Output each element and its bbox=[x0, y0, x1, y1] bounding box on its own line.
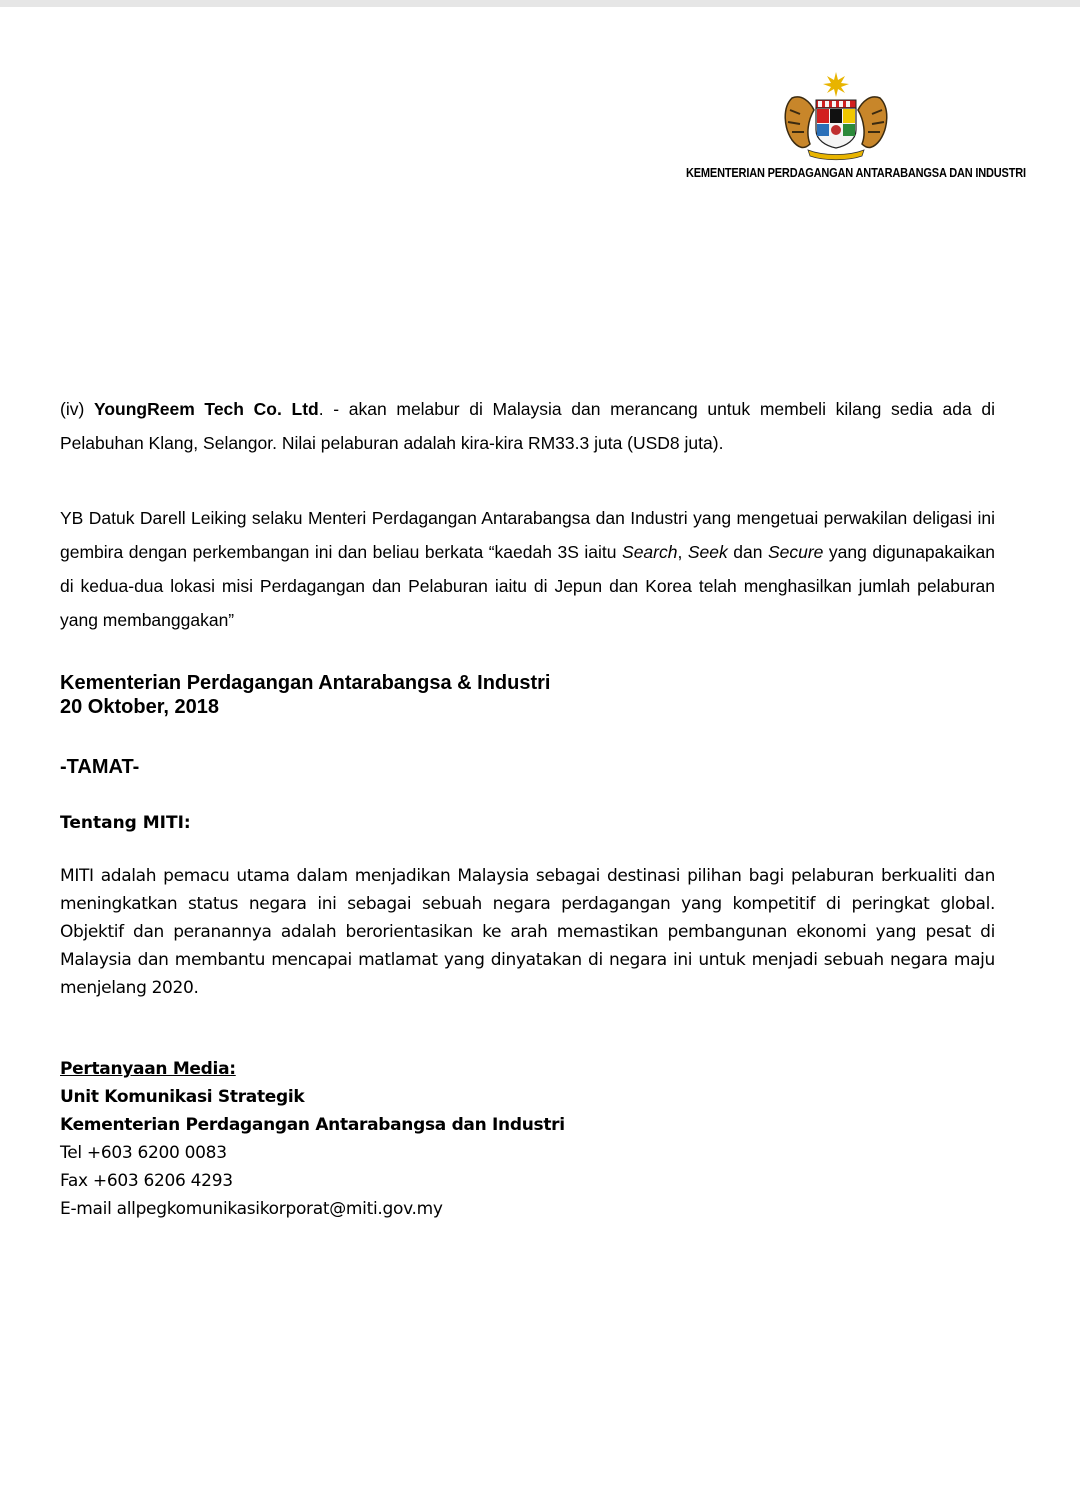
contact-block bbox=[60, 1055, 995, 1223]
malaysia-coat-of-arms-icon bbox=[778, 70, 894, 162]
paragraph-iv-text: . - akan melabur di Malaysia dan merancang untuk membeli kilang sedia ada di Pelabuhan Klang, Selangor. Nilai pelaburan adalah kira-kira RM33.3 juta (USD8 juta). bbox=[60, 399, 996, 453]
contact-fax: Fax +603 6206 4293 bbox=[60, 1171, 233, 1191]
contact-tel: Tel +603 6200 0083 bbox=[60, 1143, 227, 1163]
contact-ministry: Kementerian Perdagangan Antarabangsa dan Industri bbox=[60, 1115, 565, 1135]
signature-date: 20 Oktober, 2018 bbox=[60, 696, 219, 718]
minister-text-2: yang digunapakaikan di kedua-dua lokasi misi Perdagangan dan Pelaburan iaitu di Jepun dan Korea telah menghasilkan jumlah pelaburan yang membanggakan” bbox=[60, 542, 995, 630]
about-body: MITI adalah pemacu utama dalam menjadikan Malaysia sebagai destinasi pilihan bagi pelaburan berkualiti dan meningkatkan status negara ini sebagai sebuah negara perdagangan yang kompetitif di peringkat global. Objektif dan peranannya adalah berorientasikan ke arah memastikan pembangunan ekonomi yang pesat di Malaysia dan membantu mencapai matlamat yang dinyatakan di negara ini untuk menjadi sebuah negara maju menjelang 2020. bbox=[60, 866, 995, 998]
ministry-header: KEMENTERIAN PERDAGANGAN ANTARABANGSA DAN INDUSTRI bbox=[686, 166, 1026, 180]
minister-text-1: YB Datuk Darell Leiking selaku Menteri Perdagangan Antarabangsa dan Industri yang mengetuai perwakilan deligasi ini gembira dengan perkembangan ini dan beliau berkata “kaedah 3S iaitu bbox=[60, 508, 995, 562]
comma: , bbox=[677, 542, 688, 562]
term-secure: Secure bbox=[767, 542, 824, 562]
contact-heading: Pertanyaan Media: bbox=[60, 1059, 236, 1079]
paragraph-iv-prefix: (iv) bbox=[60, 399, 94, 419]
about-heading: Tentang MITI: bbox=[60, 813, 191, 833]
contact-email: E-mail allpegkomunikasikorporat@miti.gov.my bbox=[60, 1199, 443, 1219]
conj-dan: dan bbox=[727, 542, 768, 562]
term-seek: Seek bbox=[687, 542, 728, 562]
minister-paragraph bbox=[60, 501, 995, 637]
signature-block bbox=[60, 671, 995, 719]
top-band bbox=[0, 0, 1080, 7]
end-marker: -TAMAT- bbox=[60, 756, 140, 778]
contact-unit: Unit Komunikasi Strategik bbox=[60, 1087, 305, 1107]
company-name: YoungReem Tech Co. Ltd bbox=[93, 399, 319, 419]
paragraph-iv bbox=[60, 392, 995, 460]
signature-ministry: Kementerian Perdagangan Antarabangsa & Industri bbox=[60, 672, 551, 694]
term-search: Search bbox=[622, 542, 678, 562]
